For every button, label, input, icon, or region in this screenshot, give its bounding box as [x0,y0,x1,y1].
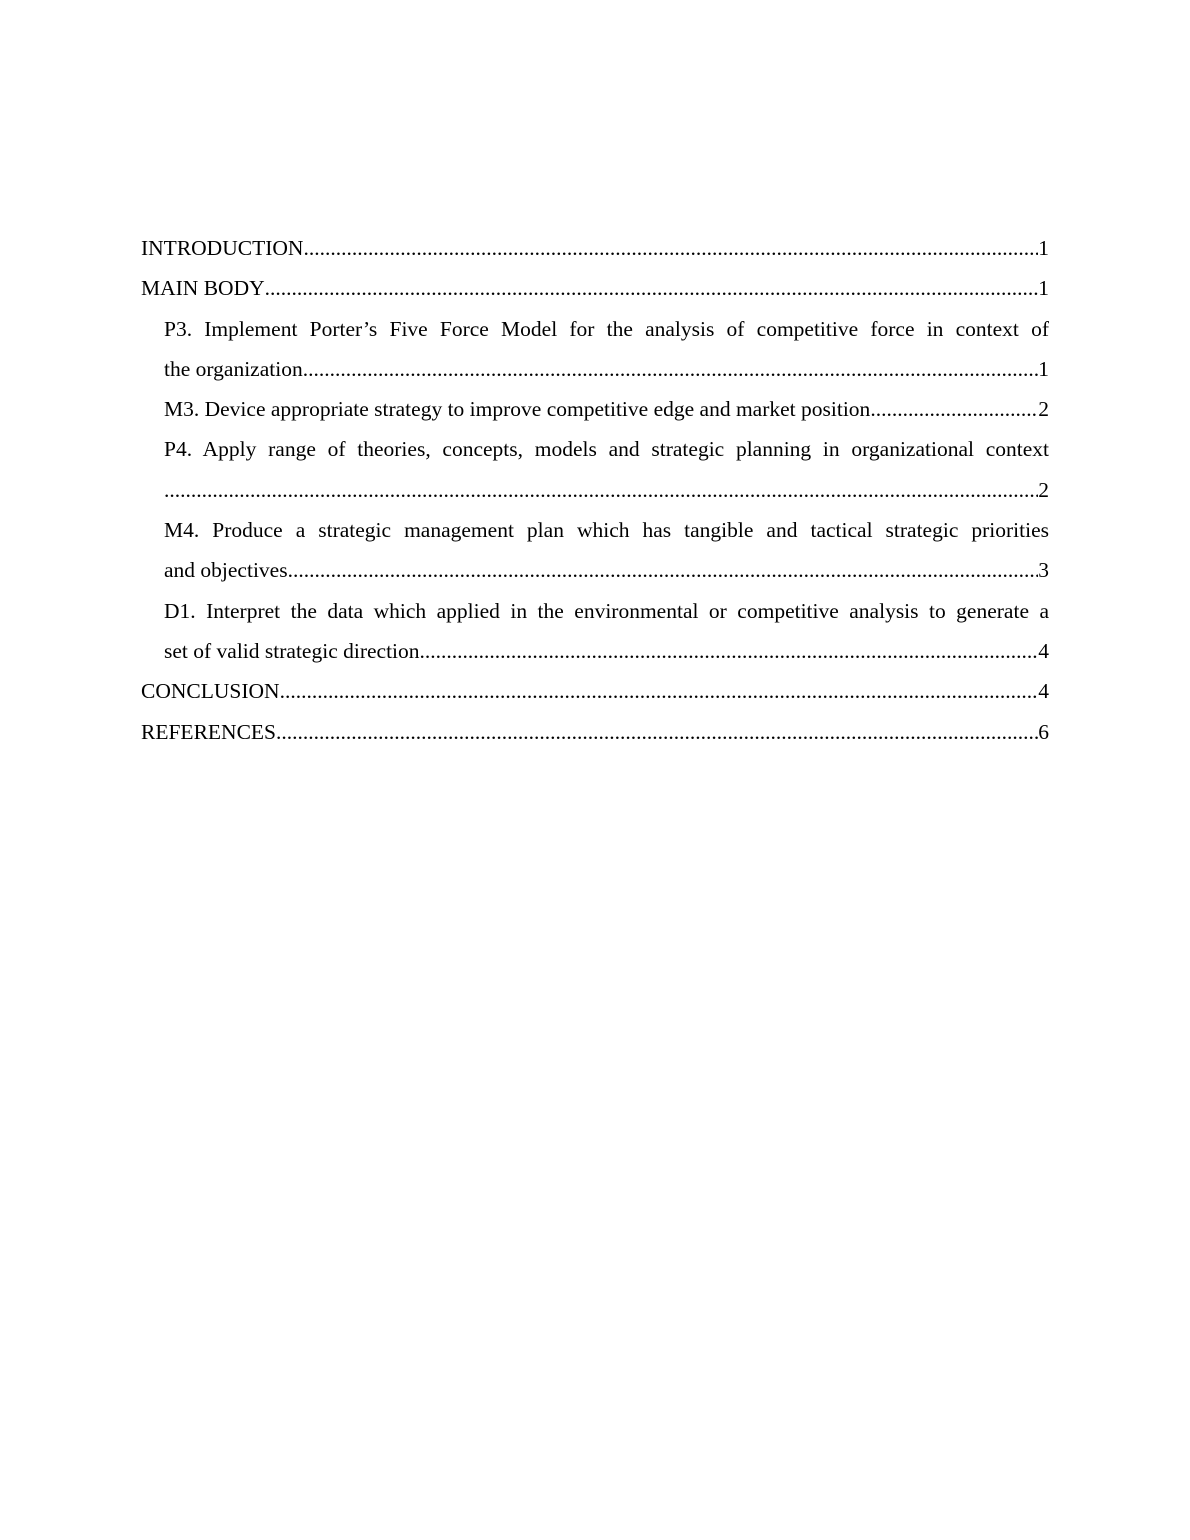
dot-leader [288,550,1039,590]
toc-entry-p4[interactable] [141,429,1049,510]
toc-entry-title-line-1: M4. Produce a strategic management plan which has tangible and tactical strategic priorities [164,518,1049,543]
toc-line [141,712,1049,752]
toc-entry-introduction[interactable] [141,228,1049,268]
table-of-contents [141,228,1049,752]
dot-leader [303,349,1039,389]
toc-page-number: 2 [1038,477,1049,502]
toc-page-number: 2 [1038,397,1049,422]
toc-line [164,550,1049,590]
toc-page-number: 4 [1038,679,1049,704]
toc-page-number: 3 [1038,558,1049,583]
toc-page-number: 1 [1038,276,1049,301]
toc-page-number: 1 [1038,356,1049,381]
toc-line [164,470,1049,510]
toc-entry-title-line-1: D1. Interpret the data which applied in the environmental or competitive analysis to generate a [164,598,1049,623]
dot-leader [276,712,1038,752]
dot-leader [280,671,1039,711]
toc-line [164,389,1049,429]
toc-entry-references[interactable] [141,712,1049,752]
dot-leader [420,631,1039,671]
toc-line [164,631,1049,671]
toc-entry-title: CONCLUSION [141,679,280,704]
toc-line [164,349,1049,389]
toc-entry-title: set of valid strategic direction [164,638,420,663]
dot-leader [303,228,1038,268]
toc-page-number: 6 [1038,719,1049,744]
toc-page-number: 4 [1038,638,1049,663]
toc-page-number: 1 [1038,236,1049,260]
toc-entry-conclusion[interactable] [141,671,1049,711]
toc-entry-title: REFERENCES [141,719,276,744]
toc-entry-title: MAIN BODY [141,276,265,301]
toc-entry-title: INTRODUCTION [141,236,304,260]
toc-entry-title-line-1: P3. Implement Porter’s Five Force Model for the analysis of competitive force in context of [164,316,1049,341]
toc-entry-m4[interactable] [141,510,1049,591]
dot-leader [265,268,1039,308]
toc-entry-title: and objectives [164,558,288,583]
toc-line [141,671,1049,711]
toc-line [141,228,1049,268]
toc-line [141,268,1049,308]
toc-entry-title: M3. Device appropriate strategy to improve competitive edge and market position [164,397,871,422]
dot-leader [870,389,1038,429]
toc-entry-main-body[interactable] [141,268,1049,308]
toc-entry-m3[interactable] [141,389,1049,429]
dot-leader [164,470,1038,510]
toc-entry-title-line-1: P4. Apply range of theories, concepts, models and strategic planning in organizational context [164,437,1049,462]
toc-entry-d1[interactable] [141,591,1049,672]
toc-entry-title: the organization [164,356,303,381]
toc-entry-p3[interactable] [141,309,1049,390]
